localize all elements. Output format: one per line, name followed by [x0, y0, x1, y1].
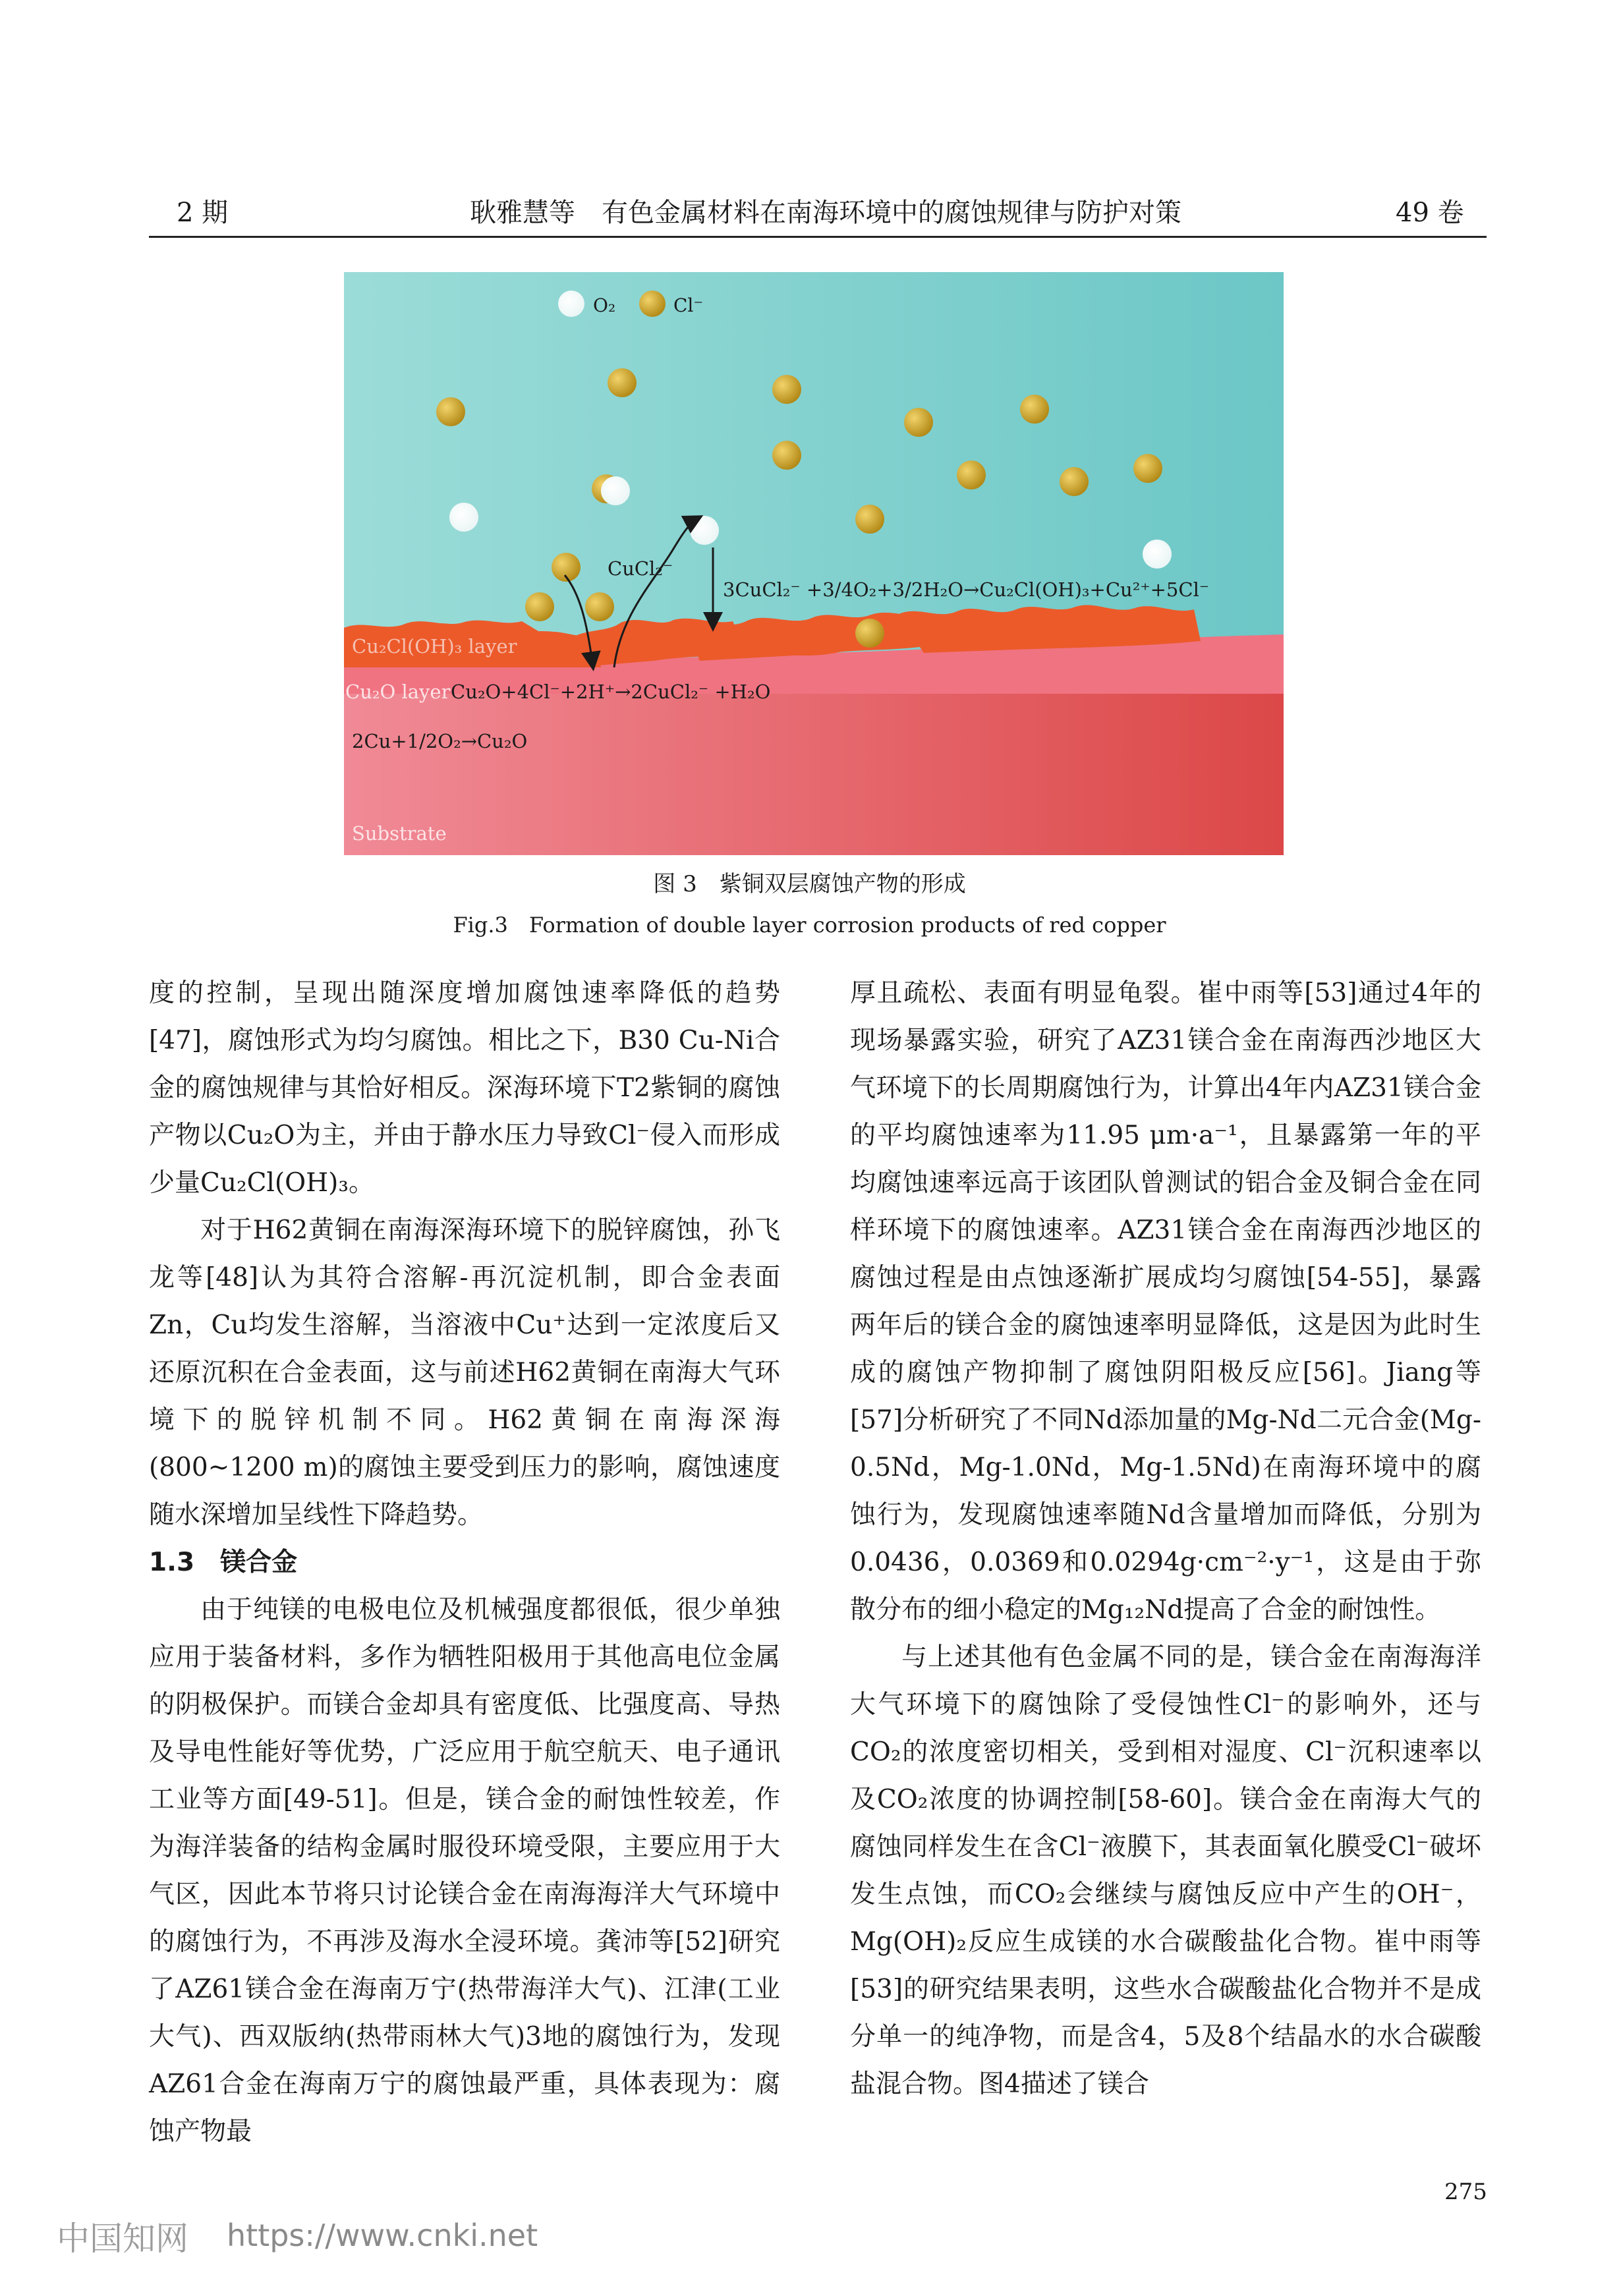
oxidation-equation: 2Cu+1/2O₂→Cu₂O — [352, 730, 528, 752]
cl-ion — [608, 368, 637, 397]
cl-ion — [772, 375, 801, 404]
cl-ion — [585, 592, 614, 621]
cl-ion — [436, 397, 465, 426]
volume-label: 49 卷 — [1396, 198, 1464, 228]
corrosion-diagram — [344, 272, 1284, 855]
cl-ion — [904, 408, 933, 437]
substrate-label: Substrate — [352, 822, 447, 845]
left-column — [149, 970, 780, 2156]
cucl-layer-label: Cu₂Cl(OH)₃ layer — [352, 635, 517, 658]
cu2o-layer-label: Cu₂O layer — [345, 681, 451, 703]
cl-ion — [1060, 467, 1089, 496]
page-number: 275 — [1444, 2179, 1487, 2205]
paragraph: 度的控制，呈现出随深度增加腐蚀速率降低的趋势[47]，腐蚀形式为均匀腐蚀。相比之下，B30 Cu-Ni合金的腐蚀规律与其恰好相反。深海环境下T2紫铜的腐蚀产物以Cu₂O为主，并由于静水压力导致Cl⁻侵入而形成少量Cu₂Cl(OH)₃。 — [149, 978, 780, 1198]
header-rule — [149, 236, 1487, 238]
dissolution-equation: Cu₂O+4Cl⁻+2H⁺→2CuCl₂⁻ +H₂O — [451, 681, 771, 703]
cl-legend-label: Cl⁻ — [673, 294, 704, 316]
cl-ion — [1020, 395, 1049, 424]
issue-label: 2 期 — [177, 198, 229, 228]
cnki-url[interactable]: https://www.cnki.net — [227, 2218, 538, 2253]
paragraph: 与上述其他有色金属不同的是，镁合金在南海海洋大气环境下的腐蚀除了受侵蚀性Cl⁻的影响外，还与CO₂的浓度密切相关，受到相对湿度、Cl⁻沉积速率以及CO₂浓度的协调控制[58-60]。镁合金在南海大气的腐蚀同样发生在含Cl⁻液膜下，其表面氧化膜受Cl⁻破坏发生点蚀，而CO₂会继续与腐蚀反应中产生的OH⁻，Mg(OH)₂反应生成镁的水合碳酸盐化合物。崔中雨等[53]的研究结果表明，这些水合碳酸盐化合物并不是成分单一的纯净物，而是含4，5及8个结晶水的水合碳酸盐混合物。图4描述了镁合 — [850, 1642, 1481, 2099]
cl-ion — [1133, 454, 1162, 483]
cl-ion — [525, 592, 554, 621]
cl-ion — [957, 461, 986, 490]
paragraph: 由于纯镁的电极电位及机械强度都很低，很少单独应用于装备材料，多作为牺牲阳极用于其他高电位金属的阴极保护。而镁合金却具有密度低、比强度高、导热及导电性能好等优势，广泛应用于航空航天、电子通讯工业等方面[49-51]。但是，镁合金的耐蚀性较差，作为海洋装备的结构金属时服役环境受限，主要应用于大气区，因此本节将只讨论镁合金在南海海洋大气环境中的腐蚀行为，不再涉及海水全浸环境。龚沛等[52]研究了AZ61镁合金在海南万宁(热带海洋大气)、江津(工业大气)、西双版纳(热带雨林大气)3地的腐蚀行为，发现AZ61合金在海南万宁的腐蚀最严重，具体表现为：腐蚀产物最 — [149, 1595, 780, 2146]
o2-molecule — [601, 476, 630, 505]
running-title: 耿雅慧等 有色金属材料在南海环境中的腐蚀规律与防护对策 — [470, 198, 1181, 228]
cl-ion — [855, 619, 884, 648]
o2-legend-icon — [558, 291, 584, 317]
figure-caption-cn: 图 3 紫铜双层腐蚀产物的形成 — [653, 871, 966, 897]
right-column — [850, 970, 1481, 2108]
cl-ion — [772, 441, 801, 470]
figure-caption-en: Fig.3 Formation of double layer corrosion products of red copper — [453, 912, 1166, 938]
o2-molecule — [449, 503, 478, 532]
cnki-logo-text: 中国知网 — [57, 2220, 188, 2258]
section-heading: 1.3 镁合金 — [149, 1548, 298, 1577]
o2-legend-label: O₂ — [593, 294, 616, 316]
substrate-layer — [344, 692, 1284, 855]
cl-ion — [855, 505, 884, 534]
o2-molecule — [1143, 540, 1172, 569]
cl-legend-icon — [639, 291, 666, 317]
cucl2-label: CuCl₂⁻ — [608, 557, 673, 580]
precipitation-equation: 3CuCl₂⁻ +3/4O₂+3/2H₂O→Cu₂Cl(OH)₃+Cu²⁺+5Cl⁻ — [723, 578, 1210, 601]
paragraph: 厚且疏松、表面有明显龟裂。崔中雨等[53]通过4年的现场暴露实验，研究了AZ31镁合金在南海西沙地区大气环境下的长周期腐蚀行为，计算出4年内AZ31镁合金的平均腐蚀速率为11.95 μm·a⁻¹，且暴露第一年的平均腐蚀速率远高于该团队曾测试的铝合金及铜合金在同样环境下的腐蚀速率。AZ31镁合金在南海西沙地区的腐蚀过程是由点蚀逐渐扩展成均匀腐蚀[54-55]，暴露两年后的镁合金的腐蚀速率明显降低，这是因为此时生成的腐蚀产物抑制了腐蚀阴阳极反应[56]。Jiang等[57]分析研究了不同Nd添加量的Mg-Nd二元合金(Mg-0.5Nd，Mg-1.0Nd，Mg-1.5Nd)在南海环境中的腐蚀行为，发现腐蚀速率随Nd含量增加而降低，分别为0.0436，0.0369和0.0294g·cm⁻²·y⁻¹，这是由于弥散分布的细小稳定的Mg₁₂Nd提高了合金的耐蚀性。 — [850, 978, 1481, 1625]
paragraph: 对于H62黄铜在南海深海环境下的脱锌腐蚀，孙飞龙等[48]认为其符合溶解-再沉淀机制，即合金表面Zn，Cu均发生溶解，当溶液中Cu⁺达到一定浓度后又还原沉积在合金表面，这与前述H62黄铜在南海大气环境下的脱锌机制不同。H62黄铜在南海深海(800~1200 m)的腐蚀主要受到压力的影响，腐蚀速度随水深增加呈线性下降趋势。 — [149, 1216, 780, 1530]
